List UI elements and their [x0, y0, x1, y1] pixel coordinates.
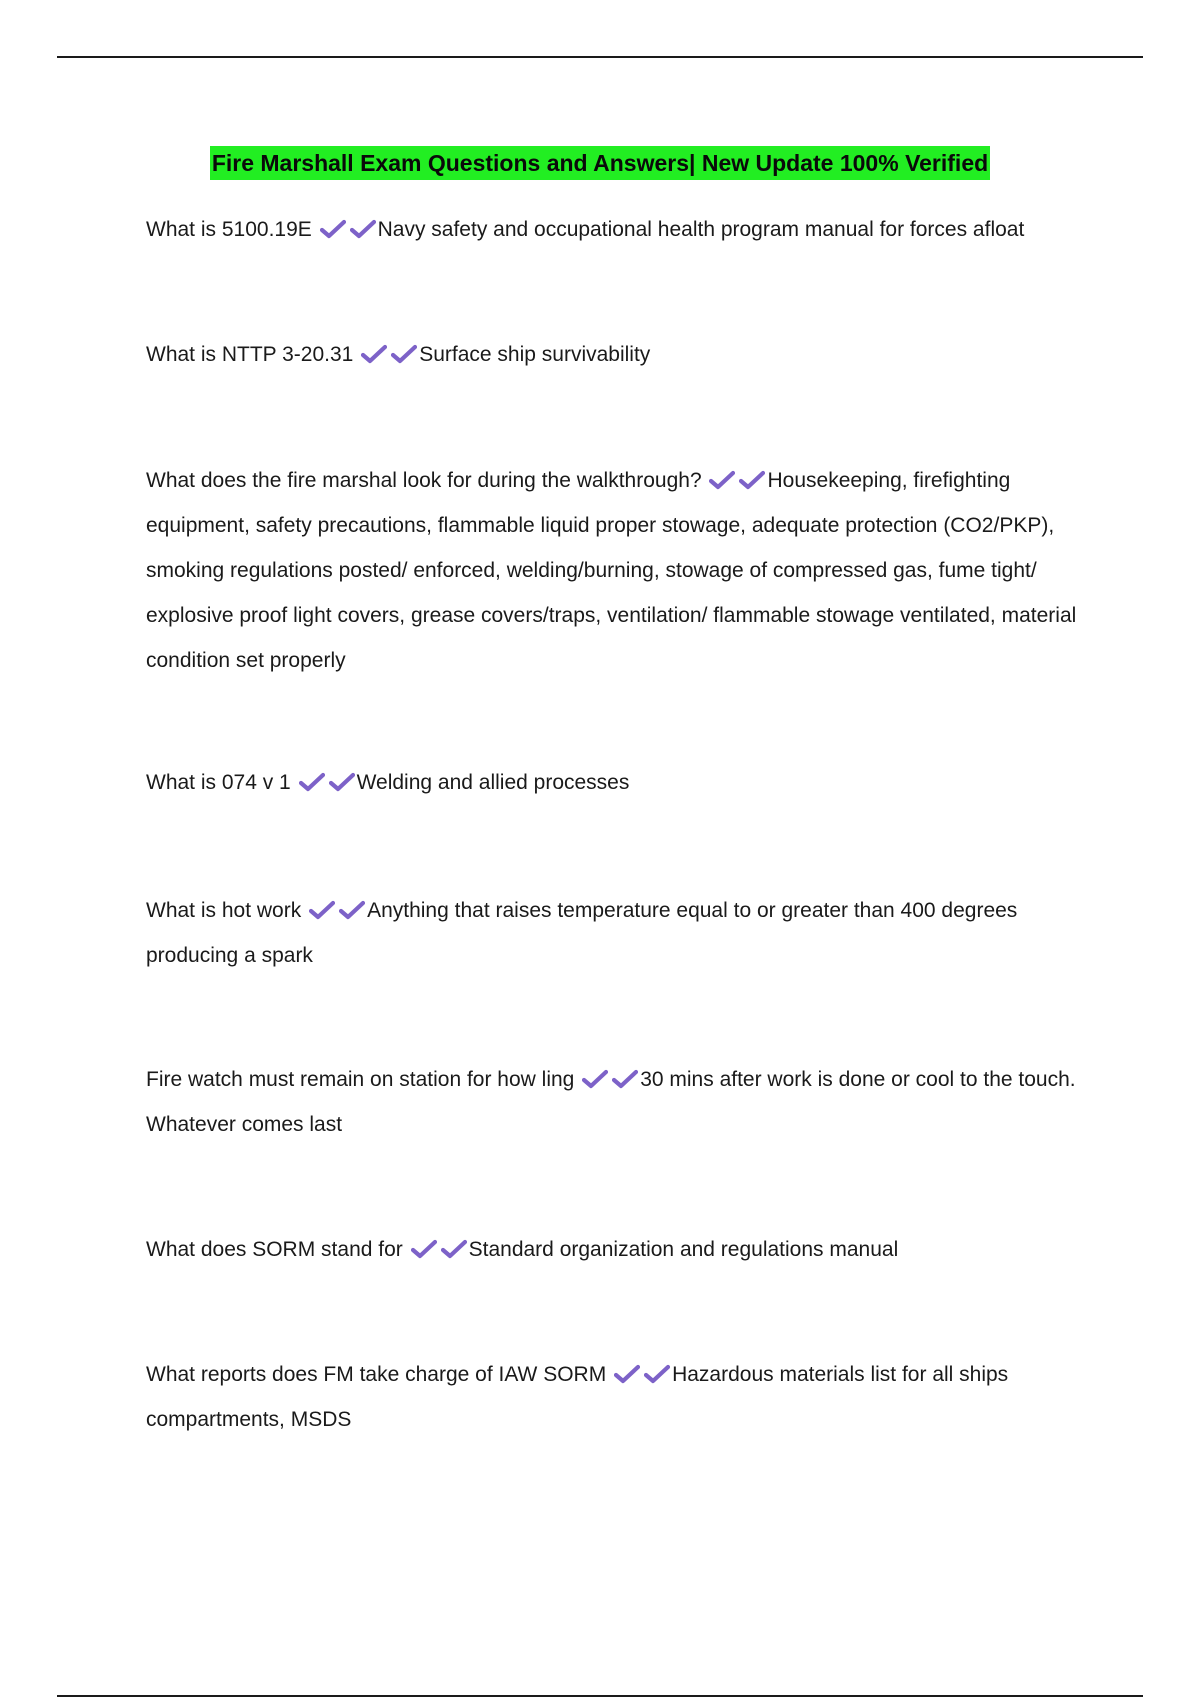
checkmark-icon	[612, 1069, 638, 1089]
question-text: What is 074 v 1	[146, 771, 291, 794]
checkmark-icon	[441, 1239, 467, 1259]
checkmark-icon	[709, 470, 735, 490]
verified-checkmarks	[707, 469, 767, 492]
checkmark-icon	[411, 1239, 437, 1259]
qa-item-3	[146, 458, 1086, 683]
verified-checkmarks	[359, 343, 419, 366]
qa-item-6	[146, 1057, 1086, 1147]
verified-checkmarks	[297, 771, 357, 794]
qa-item-7	[146, 1227, 1086, 1272]
question-text: What is 5100.19E	[146, 218, 312, 241]
qa-item-5	[146, 888, 1086, 978]
question-text: What reports does FM take charge of IAW SORM	[146, 1363, 607, 1386]
checkmark-icon	[329, 772, 355, 792]
answer-text: Surface ship survivability	[419, 343, 651, 366]
question-text: What is NTTP 3-20.31	[146, 343, 354, 366]
qa-item-1	[146, 207, 1086, 252]
document-title: Fire Marshall Exam Questions and Answers| New Update 100% Verified	[210, 146, 990, 180]
question-text: What is hot work	[146, 899, 302, 922]
checkmark-icon	[361, 344, 387, 364]
checkmark-icon	[739, 470, 765, 490]
answer-text: Anything that raises temperature equal to or greater than 400 degrees producing a spark	[146, 899, 1018, 967]
qa-item-8	[146, 1352, 1086, 1442]
answer-text: Welding and allied processes	[356, 771, 630, 794]
checkmark-icon	[309, 900, 335, 920]
checkmark-icon	[582, 1069, 608, 1089]
checkmark-icon	[320, 219, 346, 239]
question-text: What does the fire marshal look for during the walkthrough?	[146, 469, 702, 492]
checkmark-icon	[299, 772, 325, 792]
verified-checkmarks	[580, 1068, 640, 1091]
checkmark-icon	[391, 344, 417, 364]
verified-checkmarks	[307, 899, 367, 922]
answer-text: 30 mins after work is done or cool to the touch. Whatever comes last	[146, 1068, 1076, 1136]
answer-text: Standard organization and regulations manual	[468, 1238, 899, 1261]
checkmark-icon	[350, 219, 376, 239]
answer-text: Navy safety and occupational health program manual for forces afloat	[377, 218, 1025, 241]
question-text: What does SORM stand for	[146, 1238, 403, 1261]
answer-text: Housekeeping, firefighting equipment, safety precautions, flammable liquid proper stowage, adequate protection (CO2/PKP), smoking regulations posted/ enforced, welding/burning, stowage of compressed gas, fume tight/ explosive proof light covers, grease covers/traps, ventilation/ flammable stowage ventilated, material condition set properly	[146, 469, 1077, 672]
checkmark-icon	[644, 1364, 670, 1384]
title-container	[0, 146, 1200, 180]
verified-checkmarks	[318, 218, 378, 241]
question-text: Fire watch must remain on station for how ling	[146, 1068, 575, 1091]
verified-checkmarks	[409, 1238, 469, 1261]
bottom-rule	[57, 1695, 1143, 1697]
answer-text: Hazardous materials list for all ships compartments, MSDS	[146, 1363, 1009, 1431]
qa-item-4	[146, 760, 1086, 805]
checkmark-icon	[339, 900, 365, 920]
checkmark-icon	[614, 1364, 640, 1384]
qa-item-2	[146, 332, 1086, 377]
top-rule	[57, 56, 1143, 58]
verified-checkmarks	[612, 1363, 672, 1386]
